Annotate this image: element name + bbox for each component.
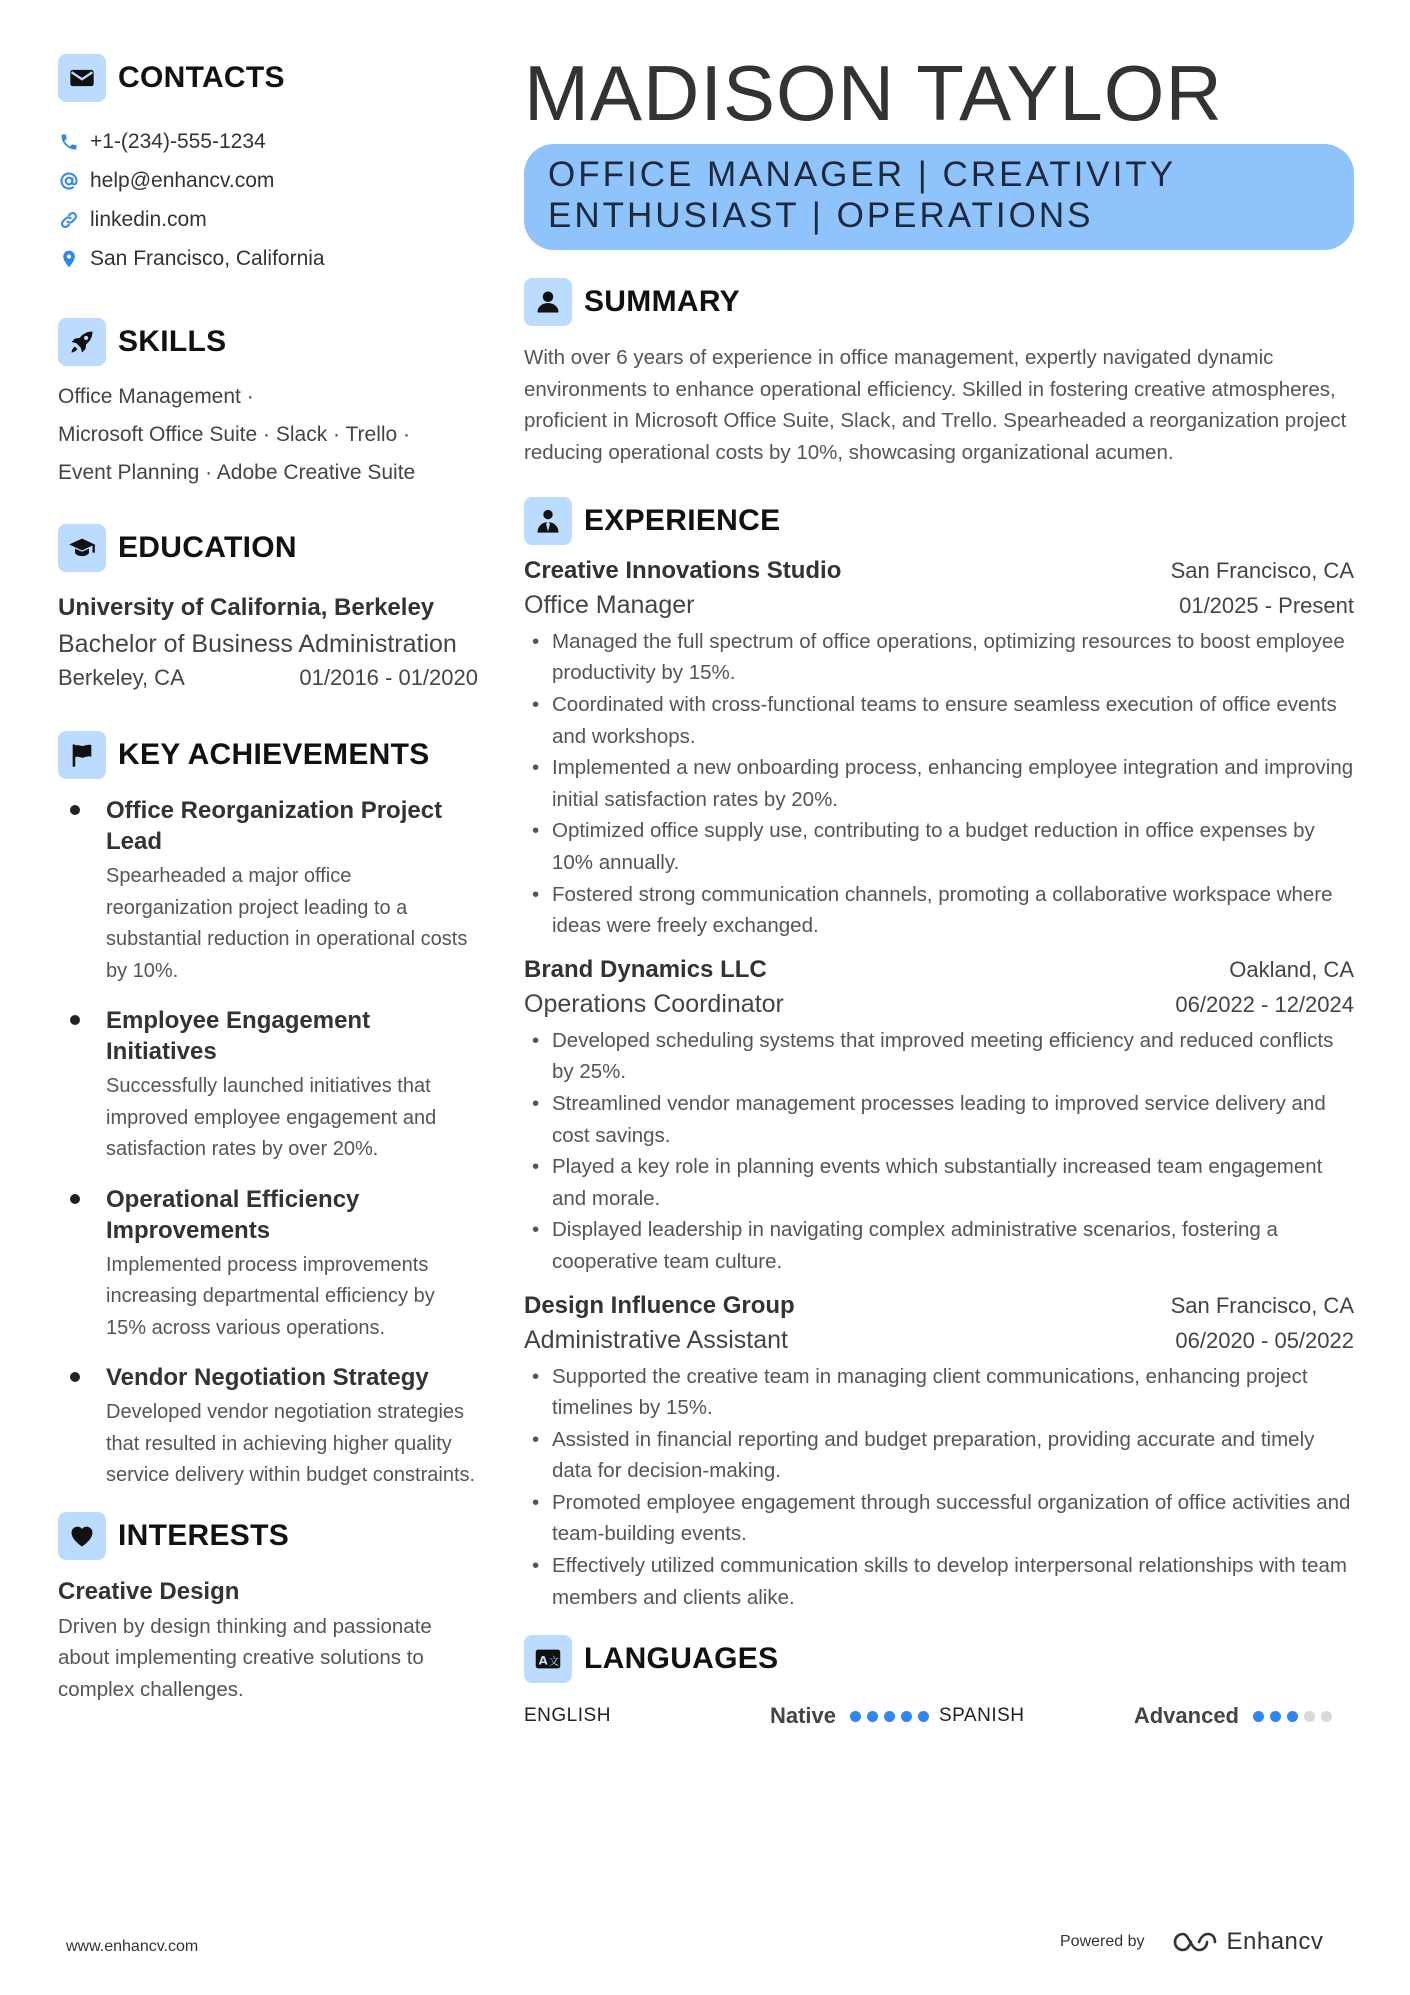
rating-dot-filled bbox=[850, 1711, 861, 1722]
interest-desc: Driven by design thinking and passionate about implementing creative solutions to complex challenges. bbox=[58, 1614, 432, 1701]
job-bullet: • Streamlined vendor management processes leading to improved service delivery and cost savings. bbox=[524, 1088, 1354, 1151]
job-bullet: • Optimized office supply use, contributing to a budget reduction in office expenses by 10% annually. bbox=[524, 815, 1354, 878]
education-school: University of California, Berkeley bbox=[58, 594, 435, 621]
language-rating bbox=[1253, 1711, 1338, 1722]
rating-dot-empty bbox=[1304, 1711, 1315, 1722]
languages-section bbox=[524, 1633, 1354, 1729]
language-level: Advanced bbox=[1133, 1703, 1239, 1729]
contact-linkedin[interactable] bbox=[58, 200, 478, 239]
job-company: Design Influence Group bbox=[524, 1291, 795, 1319]
job-company: Brand Dynamics LLC bbox=[524, 955, 767, 983]
bullet-icon bbox=[70, 1372, 80, 1382]
job-subheader bbox=[524, 591, 1354, 620]
rating-dot-filled bbox=[1253, 1711, 1264, 1722]
enhancv-logo-icon bbox=[1171, 1929, 1219, 1955]
language-name: SPANISH bbox=[939, 1705, 1025, 1727]
achievements-title: KEY ACHIEVEMENTS bbox=[118, 738, 430, 771]
envelope-icon bbox=[58, 54, 106, 102]
language-name: ENGLISH bbox=[524, 1705, 611, 1727]
education-dates: 01/2016 - 01/2020 bbox=[299, 665, 478, 690]
job-dates: 01/2025 - Present bbox=[1179, 592, 1354, 618]
achievement-title: Office Reorganization Project Lead bbox=[106, 797, 443, 855]
job-location: San Francisco, CA bbox=[1170, 557, 1354, 583]
skills-line: Office Management · bbox=[58, 385, 254, 408]
job-role: Operations Coordinator bbox=[524, 989, 784, 1018]
interest-title: Creative Design bbox=[58, 1577, 240, 1605]
achievement-title: Employee Engagement Initiatives bbox=[106, 1007, 371, 1065]
experience-header bbox=[524, 495, 1354, 547]
job-bullet: • Implemented a new onboarding process, enhancing employee integration and improving initial satisfaction rates by 20%. bbox=[524, 752, 1354, 815]
achievement-title: Operational Efficiency Improvements bbox=[106, 1185, 360, 1244]
summary-text: With over 6 years of experience in office management, expertly navigated dynamic environments to enhance operational efficiency. Skilled in fostering creative atmospheres, proficient in Microsoft Office Suite, Slack, and Trello. Spearheaded a reorganization project reducing operational costs by 10%, showcasing organizational acumen. bbox=[524, 346, 1347, 465]
achievements-list bbox=[58, 795, 478, 1492]
phone-icon bbox=[58, 131, 80, 153]
contacts-title: CONTACTS bbox=[118, 61, 285, 94]
languages-title: LANGUAGES bbox=[584, 1642, 779, 1676]
job-bullet: • Managed the full spectrum of office operations, optimizing resources to boost employee productivity by 15%. bbox=[524, 626, 1354, 689]
bullet-icon bbox=[70, 1194, 80, 1204]
achievement-item bbox=[58, 1362, 478, 1492]
job-bullets bbox=[524, 1361, 1354, 1614]
contact-linkedin-text: linkedin.com bbox=[90, 207, 207, 231]
rating-dot-filled bbox=[1270, 1711, 1281, 1722]
languages-header bbox=[524, 1633, 1354, 1685]
job-header bbox=[524, 956, 1354, 984]
rating-dot-empty bbox=[1321, 1711, 1332, 1722]
experience-section bbox=[524, 495, 1354, 1613]
left-column bbox=[58, 52, 478, 1705]
contacts-header bbox=[58, 52, 478, 104]
achievement-desc: Spearheaded a major office reorganization project leading to a substantial reduction in operational costs by 10%. bbox=[106, 865, 468, 982]
headline-box bbox=[524, 144, 1354, 250]
skills-list bbox=[58, 378, 478, 492]
skills-line: Microsoft Office Suite · Slack · Trello · bbox=[58, 423, 411, 446]
languages-list bbox=[524, 1703, 1354, 1729]
job-bullet: • Coordinated with cross-functional teams to ensure seamless execution of office events and workshops. bbox=[524, 689, 1354, 752]
person-icon bbox=[524, 278, 572, 326]
rating-dot-filled bbox=[867, 1711, 878, 1722]
location-pin-icon bbox=[58, 248, 80, 270]
achievement-item bbox=[58, 1005, 478, 1166]
interests-title: INTERESTS bbox=[118, 1518, 290, 1552]
contact-list bbox=[58, 122, 478, 278]
translate-icon bbox=[524, 1635, 572, 1683]
contact-email-text: help@enhancv.com bbox=[90, 168, 275, 192]
achievement-title: Vendor Negotiation Strategy bbox=[106, 1364, 429, 1391]
job-header bbox=[524, 1292, 1354, 1320]
job-entry bbox=[524, 956, 1354, 1278]
summary-title: SUMMARY bbox=[584, 285, 740, 318]
enhancv-logo[interactable] bbox=[1171, 1928, 1324, 1956]
rating-dot-filled bbox=[901, 1711, 912, 1722]
summary-section bbox=[524, 276, 1354, 469]
bullet-icon bbox=[70, 1015, 80, 1025]
job-subheader bbox=[524, 1326, 1354, 1355]
footer-website[interactable]: www.enhancv.com bbox=[66, 1938, 199, 1955]
job-dates: 06/2020 - 05/2022 bbox=[1175, 1327, 1354, 1353]
job-location: San Francisco, CA bbox=[1170, 1292, 1354, 1318]
rating-dot-filled bbox=[884, 1711, 895, 1722]
skills-header bbox=[58, 316, 478, 368]
powered-by-label: Powered by bbox=[1060, 1933, 1145, 1950]
language-level: Native bbox=[769, 1703, 836, 1729]
contact-email[interactable] bbox=[58, 161, 478, 200]
svg-text:文: 文 bbox=[548, 1655, 560, 1668]
achievement-item bbox=[58, 795, 478, 987]
job-bullet: • Played a key role in planning events which substantially increased team engagement and morale. bbox=[524, 1151, 1354, 1214]
achievement-desc: Implemented process improvements increasing departmental efficiency by 15% across various operations. bbox=[106, 1253, 435, 1339]
job-subheader bbox=[524, 990, 1354, 1019]
achievement-desc: Developed vendor negotiation strategies that resulted in achieving higher quality service delivery within budget constraints. bbox=[106, 1401, 476, 1486]
link-icon bbox=[58, 209, 80, 231]
achievement-item bbox=[58, 1184, 478, 1345]
job-entry bbox=[524, 557, 1354, 942]
job-entry bbox=[524, 1292, 1354, 1614]
rating-dot-filled bbox=[918, 1711, 929, 1722]
job-company: Creative Innovations Studio bbox=[524, 556, 842, 584]
education-header bbox=[58, 522, 478, 574]
bullet-icon bbox=[70, 805, 80, 815]
job-header bbox=[524, 557, 1354, 585]
rating-dot-filled bbox=[1287, 1711, 1298, 1722]
job-bullet: • Promoted employee engagement through successful organization of office activities and team-building events. bbox=[524, 1487, 1354, 1550]
skills-title: SKILLS bbox=[118, 325, 227, 358]
job-dates: 06/2022 - 12/2024 bbox=[1175, 991, 1354, 1017]
language-item bbox=[524, 1703, 939, 1729]
svg-text:A: A bbox=[538, 1653, 548, 1668]
job-role: Administrative Assistant bbox=[524, 1325, 788, 1354]
job-bullet: • Developed scheduling systems that improved meeting efficiency and reduced conflicts by 25%. bbox=[524, 1025, 1354, 1088]
achievement-desc: Successfully launched initiatives that improved employee engagement and satisfaction rates by over 20%. bbox=[106, 1075, 437, 1160]
headline-line: ENTHUSIAST | OPERATIONS bbox=[548, 196, 1094, 235]
language-item bbox=[939, 1703, 1354, 1729]
candidate-name: MADISON TAYLOR bbox=[524, 49, 1223, 137]
businessperson-icon bbox=[524, 497, 572, 545]
education-title: EDUCATION bbox=[118, 531, 297, 564]
job-bullet: • Assisted in financial reporting and budget preparation, providing accurate and timely data for decision-making. bbox=[524, 1424, 1354, 1487]
education-meta bbox=[58, 665, 478, 691]
language-rating bbox=[850, 1711, 935, 1722]
contact-phone-text: +1-(234)-555-1234 bbox=[90, 129, 266, 153]
interests-header bbox=[58, 1510, 478, 1562]
contact-location-text: San Francisco, California bbox=[90, 246, 325, 270]
job-bullet: • Supported the creative team in managing client communications, enhancing project timelines by 15%. bbox=[524, 1361, 1354, 1424]
heart-icon bbox=[58, 1512, 106, 1560]
flag-icon bbox=[58, 731, 106, 779]
rocket-icon bbox=[58, 318, 106, 366]
graduation-cap-icon bbox=[58, 524, 106, 572]
job-bullets bbox=[524, 626, 1354, 942]
headline-line: OFFICE MANAGER | CREATIVITY bbox=[548, 155, 1177, 194]
contact-location bbox=[58, 239, 478, 278]
job-bullet: • Fostered strong communication channels, promoting a collaborative workspace where ideas were freely exchanged. bbox=[524, 879, 1354, 942]
job-bullet: • Displayed leadership in navigating complex administrative scenarios, fostering a cooperative team culture. bbox=[524, 1214, 1354, 1277]
footer-branding bbox=[1060, 1928, 1323, 1956]
at-icon bbox=[58, 170, 80, 192]
skills-line: Event Planning · Adobe Creative Suite bbox=[58, 461, 416, 484]
education-location: Berkeley, CA bbox=[58, 665, 185, 690]
job-bullets bbox=[524, 1025, 1354, 1278]
brand-name: Enhancv bbox=[1226, 1928, 1324, 1955]
job-role: Office Manager bbox=[524, 590, 695, 619]
right-column bbox=[524, 48, 1354, 1729]
achievements-header bbox=[58, 729, 478, 781]
experience-title: EXPERIENCE bbox=[584, 503, 781, 537]
job-bullet: • Effectively utilized communication skills to develop interpersonal relationships with team members and clients alike. bbox=[524, 1550, 1354, 1613]
contact-phone[interactable] bbox=[58, 122, 478, 161]
job-location: Oakland, CA bbox=[1229, 956, 1354, 982]
education-degree: Bachelor of Business Administration bbox=[58, 630, 457, 658]
summary-header bbox=[524, 276, 1354, 328]
